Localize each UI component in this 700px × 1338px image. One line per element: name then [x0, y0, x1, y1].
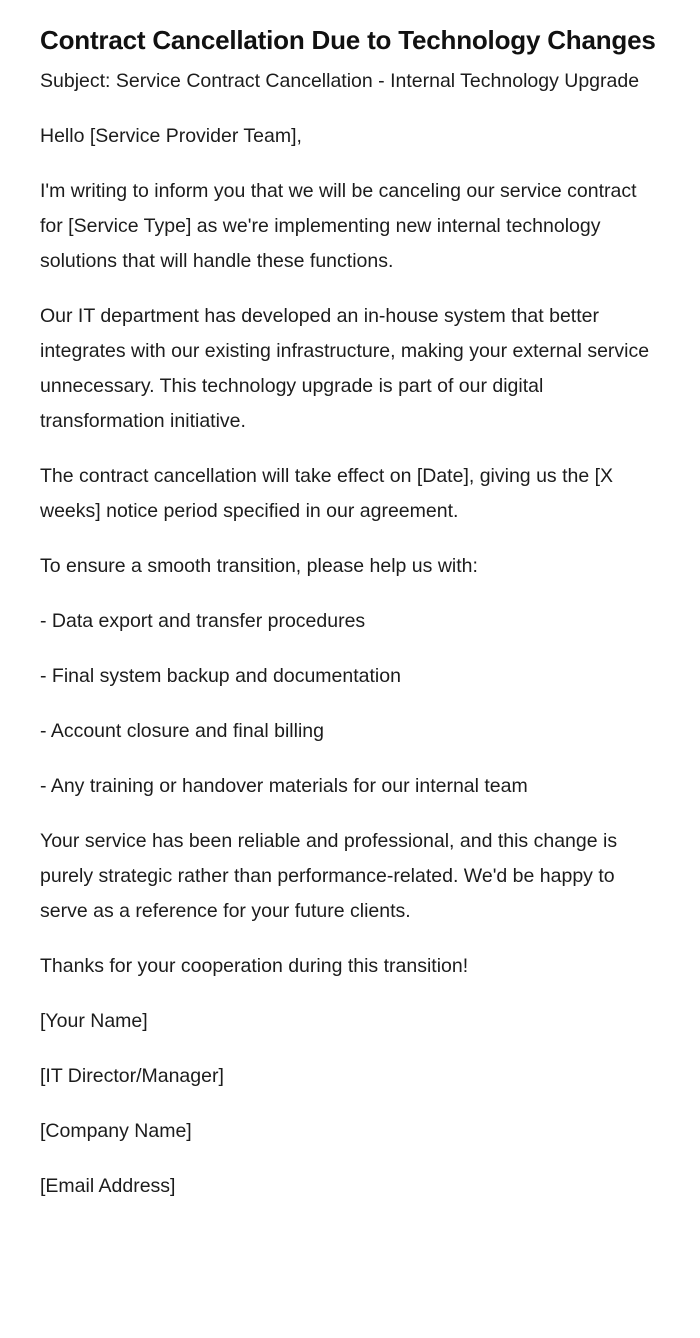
- signature-name: [Your Name]: [40, 1010, 148, 1032]
- closing-paragraph: Your service has been reliable and professional, and this change is purely strategic rather than performance-related. We'd be happy to serve as a reference for your future clients.: [40, 830, 618, 922]
- thanks-line: Thanks for your cooperation during this transition!: [40, 955, 469, 977]
- list-item: - Account closure and final billing: [40, 720, 324, 742]
- signature-title: [IT Director/Manager]: [40, 1065, 224, 1087]
- greeting: Hello [Service Provider Team],: [40, 125, 302, 147]
- body-paragraph-effective-date: The contract cancellation will take effect on [Date], giving us the [X weeks] notice period specified in our agreement.: [40, 465, 614, 522]
- body-paragraph-intro: I'm writing to inform you that we will be canceling our service contract for [Service Type] as we're implementing new internal technology solutions that will handle these functions.: [40, 180, 637, 272]
- list-item: - Any training or handover materials for our internal team: [40, 775, 528, 797]
- body-paragraph-reason: Our IT department has developed an in-house system that better integrates with our existing infrastructure, making your external service unnecessary. This technology upgrade is part of our digital transformation initiative.: [40, 305, 650, 432]
- signature-email: [Email Address]: [40, 1175, 176, 1197]
- list-item: - Data export and transfer procedures: [40, 610, 366, 632]
- signature-company: [Company Name]: [40, 1120, 192, 1142]
- list-item: - Final system backup and documentation: [40, 665, 401, 687]
- body-paragraph-transition: To ensure a smooth transition, please help us with:: [40, 555, 478, 577]
- page-title: Contract Cancellation Due to Technology Changes: [40, 25, 656, 55]
- subject-line: Subject: Service Contract Cancellation - Internal Technology Upgrade: [40, 70, 640, 92]
